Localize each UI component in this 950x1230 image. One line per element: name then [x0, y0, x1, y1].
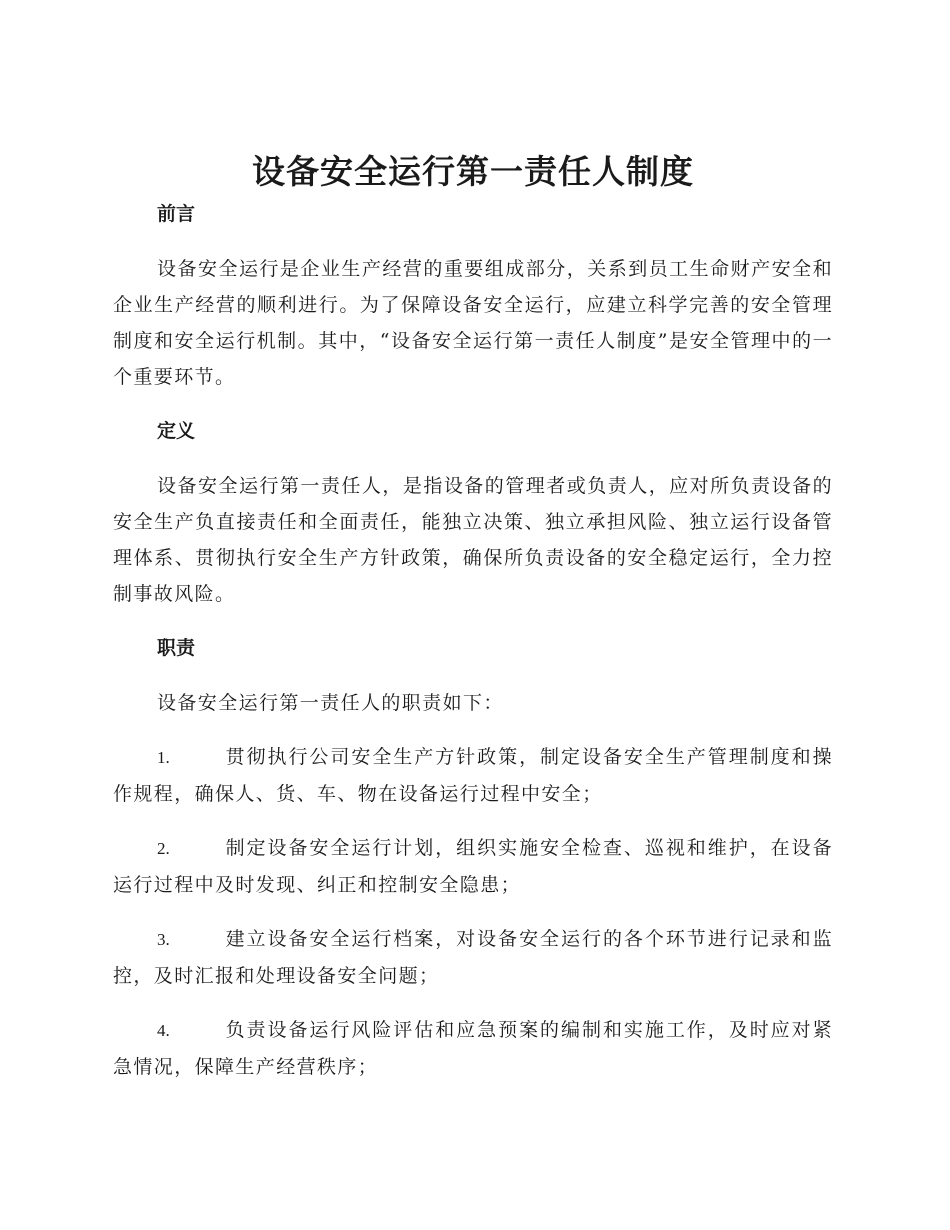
preface-paragraph: 设备安全运行是企业生产经营的重要组成部分，关系到员工生命财产安全和企业生产经营的顺利进行。为了保障设备安全运行，应建立科学完善的安全管理制度和安全运行机制。其中，“设备安全运行第一责任人制度”是安全管理中的一个重要环节。 — [113, 258, 833, 388]
list-item — [113, 1012, 833, 1085]
list-item-text: 负责设备运行风险评估和应急预案的编制和实施工作，及时应对紧急情况，保障生产经营秩序； — [113, 1019, 833, 1078]
list-item-number: 4. — [157, 1021, 170, 1040]
list-item-number: 3. — [157, 930, 170, 949]
list-item-number: 2. — [157, 839, 170, 858]
list-item — [113, 739, 833, 812]
document-page — [113, 148, 833, 1085]
list-item — [113, 830, 833, 903]
list-item-text: 制定设备安全运行计划，组织实施安全检查、巡视和维护，在设备运行过程中及时发现、纠正和控制安全隐患； — [113, 837, 833, 896]
document-title: 设备安全运行第一责任人制度 — [252, 152, 694, 191]
definition-paragraph: 设备安全运行第一责任人，是指设备的管理者或负责人，应对所负责设备的安全生产负直接责任和全面责任，能独立决策、独立承担风险、独立运行设备管理体系、贯彻执行安全生产方针政策，确保所负责设备的安全稳定运行，全力控制事故风险。 — [113, 475, 833, 605]
list-item-number: 1. — [157, 748, 170, 767]
duties-intro: 设备安全运行第一责任人的职责如下： — [157, 692, 504, 714]
list-item-text: 建立设备安全运行档案，对设备安全运行的各个环节进行记录和监控，及时汇报和处理设备安全问题； — [113, 928, 833, 987]
section-heading-duties: 职责 — [157, 637, 196, 659]
section-heading-definition: 定义 — [157, 420, 196, 442]
section-heading-preface: 前言 — [157, 203, 196, 225]
list-item — [113, 921, 833, 994]
list-item-text: 贯彻执行公司安全生产方针政策，制定设备安全生产管理制度和操作规程，确保人、货、车、物在设备运行过程中安全； — [113, 746, 833, 805]
